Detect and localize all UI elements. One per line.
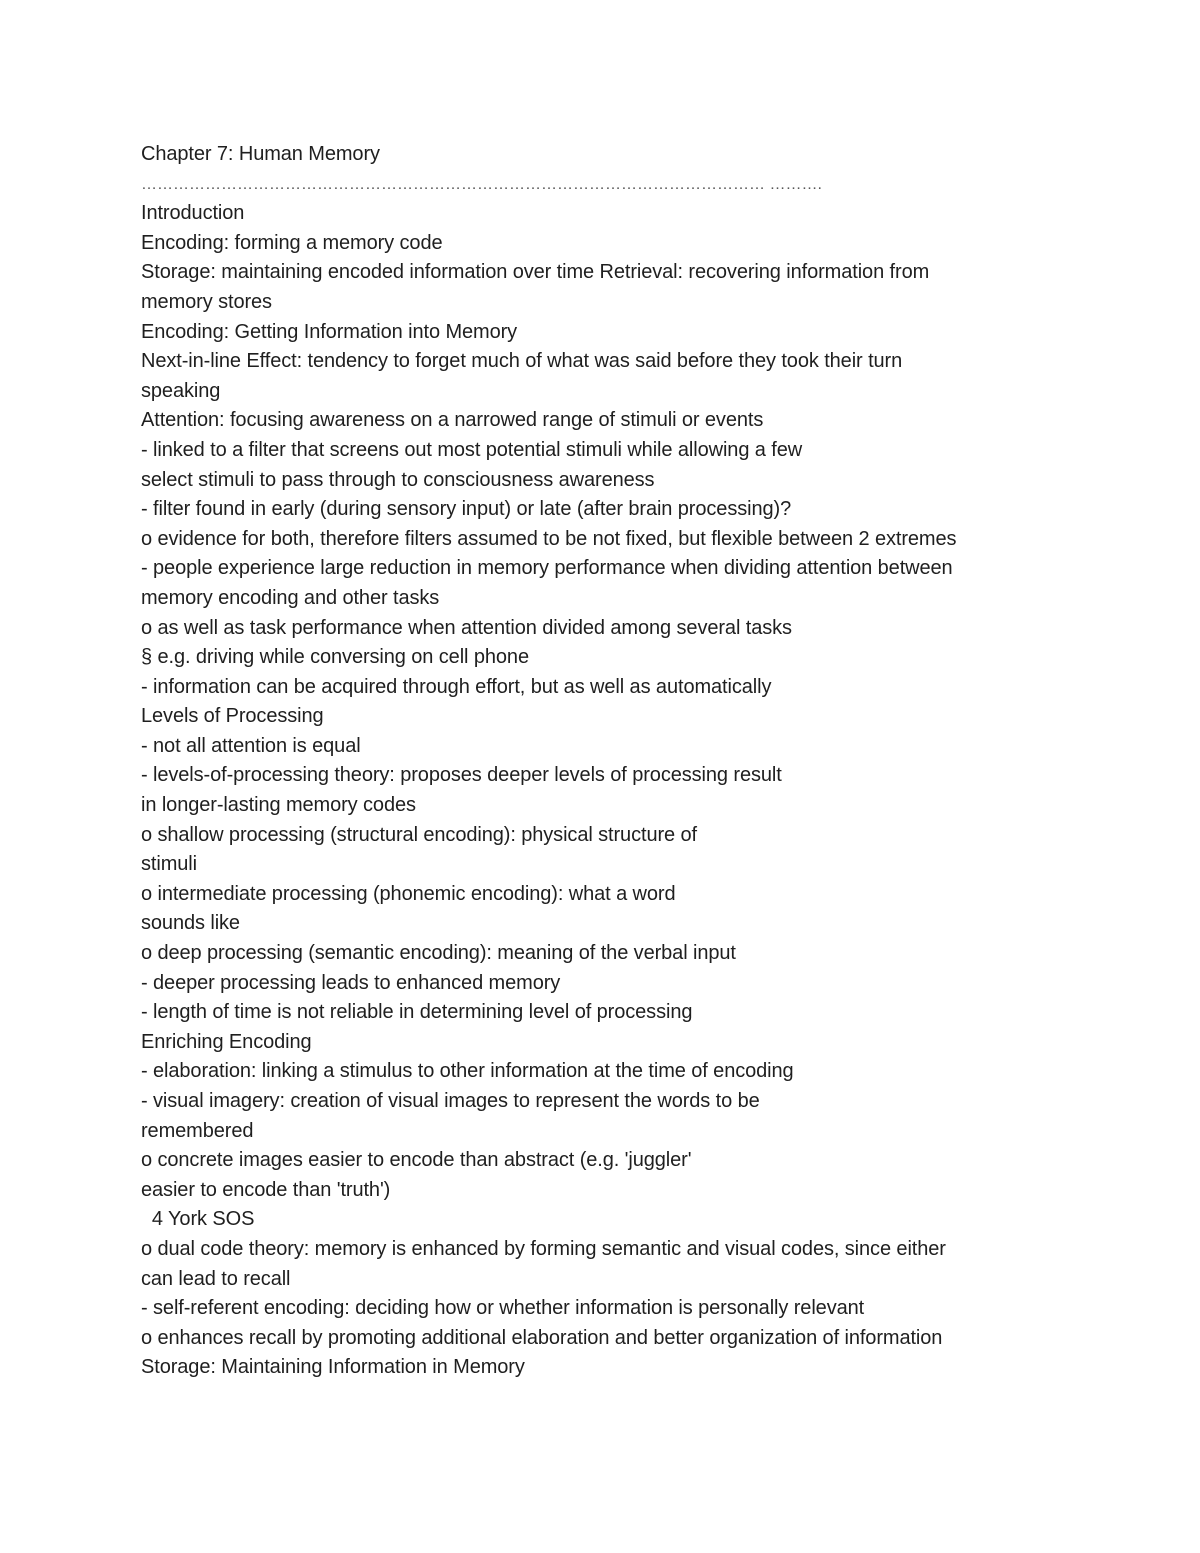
text-line: o intermediate processing (phonemic encoding): what a word	[141, 882, 676, 905]
text-line: Enriching Encoding	[141, 1030, 312, 1053]
text-line: - levels-of-processing theory: proposes deeper levels of processing result	[141, 764, 782, 787]
text-lines	[141, 199, 1141, 1383]
text-line: - deeper processing leads to enhanced memory	[141, 971, 561, 994]
text-line: - length of time is not reliable in determining level of processing	[141, 1001, 693, 1024]
text-line: can lead to recall	[141, 1267, 291, 1290]
text-line: Next-in-line Effect: tendency to forget much of what was said before they took their turn	[141, 350, 903, 373]
text-line: remembered	[141, 1119, 254, 1142]
text-line: - visual imagery: creation of visual images to represent the words to be	[141, 1090, 760, 1112]
text-line: o deep processing (semantic encoding): meaning of the verbal input	[141, 942, 736, 965]
text-line: Storage: Maintaining Information in Memory	[141, 1356, 525, 1379]
dotted-separator: ……………………………………………………………………………………………………… ……….	[141, 175, 822, 193]
document-title: Chapter 7: Human Memory	[141, 143, 380, 165]
text-line: - linked to a filter that screens out most potential stimuli while allowing a few	[141, 438, 803, 461]
text-line: - elaboration: linking a stimulus to other information at the time of encoding	[141, 1060, 794, 1083]
text-line: - people experience large reduction in memory performance when dividing attention between	[141, 557, 953, 580]
text-line: o enhances recall by promoting additional elaboration and better organization of information	[141, 1326, 943, 1349]
document-body	[141, 140, 1141, 1383]
text-line: speaking	[141, 379, 221, 402]
text-line: easier to encode than 'truth')	[141, 1178, 391, 1201]
text-line: sounds like	[141, 912, 240, 935]
text-line: - information can be acquired through effort, but as well as automatically	[141, 675, 772, 698]
text-line: Levels of Processing	[141, 705, 324, 728]
text-line: Storage: maintaining encoded information over time Retrieval: recovering information from	[141, 261, 930, 284]
text-line: Encoding: Getting Information into Memory	[141, 320, 518, 343]
text-line: - filter found in early (during sensory input) or late (after brain processing)?	[141, 498, 792, 521]
text-line: stimuli	[141, 853, 197, 876]
text-line: - not all attention is equal	[141, 734, 361, 757]
text-line: o as well as task performance when attention divided among several tasks	[141, 616, 792, 639]
text-line: 4 York SOS	[141, 1208, 255, 1231]
text-line: select stimuli to pass through to consciousness awareness	[141, 468, 655, 491]
text-line: Encoding: forming a memory code	[141, 231, 443, 254]
text-line: o shallow processing (structural encoding): physical structure of	[141, 823, 697, 846]
text-line: memory stores	[141, 290, 272, 313]
text-line: in longer-lasting memory codes	[141, 794, 416, 817]
text-line: - self-referent encoding: deciding how or whether information is personally relevant	[141, 1297, 865, 1320]
text-line: memory encoding and other tasks	[141, 586, 440, 609]
text-line: o evidence for both, therefore filters assumed to be not fixed, but flexible between 2 extremes	[141, 527, 957, 550]
text-line: § e.g. driving while conversing on cell phone	[141, 646, 529, 669]
text-line: o concrete images easier to encode than abstract (e.g. 'juggler'	[141, 1149, 692, 1172]
text-line: Introduction	[141, 202, 245, 225]
text-line: o dual code theory: memory is enhanced by forming semantic and visual codes, since either	[141, 1237, 946, 1260]
text-line: Attention: focusing awareness on a narrowed range of stimuli or events	[141, 409, 764, 432]
